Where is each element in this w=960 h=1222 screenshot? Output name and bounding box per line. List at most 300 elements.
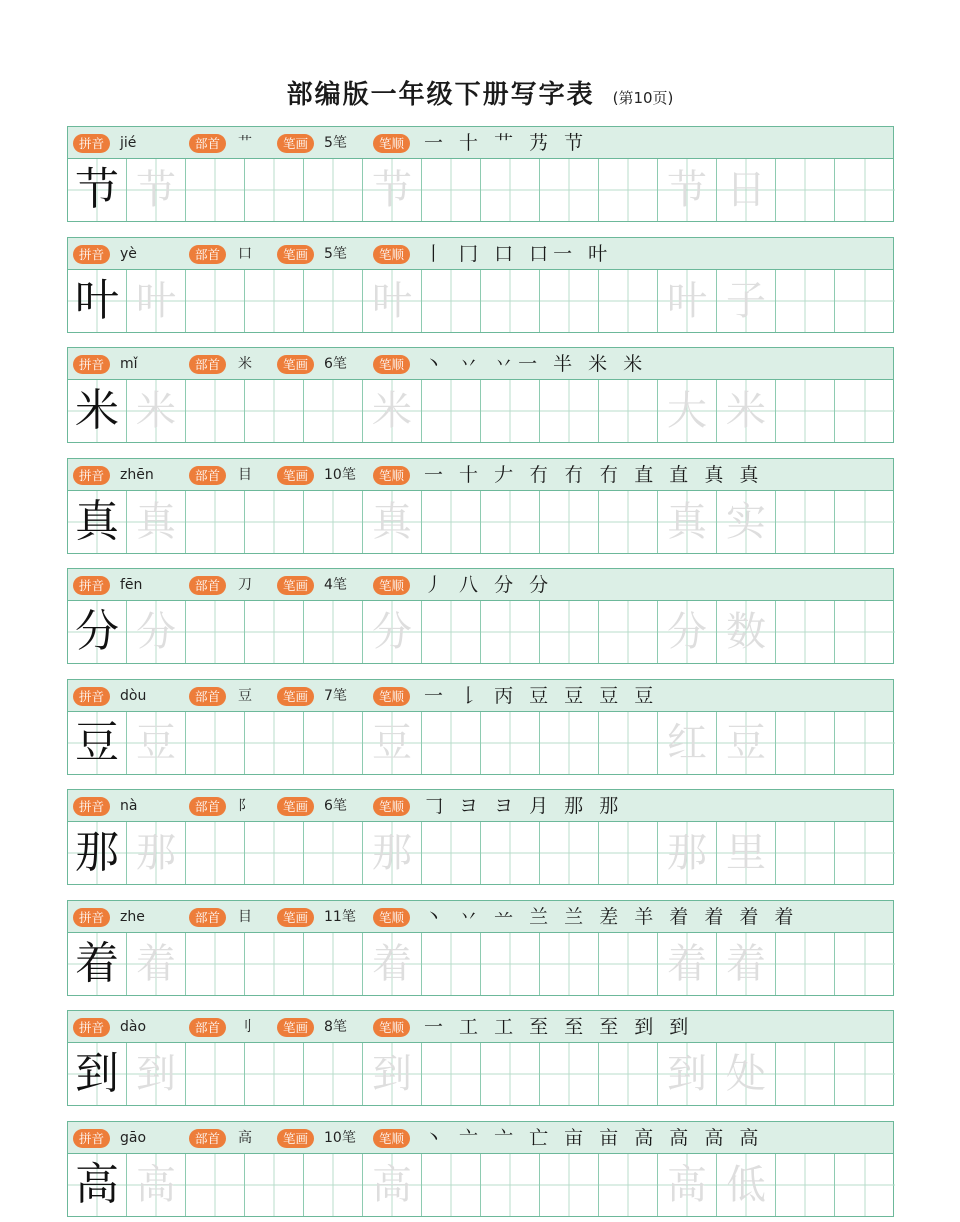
practice-cell: [835, 601, 895, 663]
practice-cell: [835, 491, 895, 553]
practice-cell: [835, 712, 895, 774]
character-entry: [67, 679, 894, 775]
trace-word-cell: [658, 601, 717, 663]
character-table: [67, 126, 894, 1222]
practice-cell: [304, 491, 363, 553]
practice-cell: [540, 1154, 599, 1216]
trace-word-cell: [658, 491, 717, 553]
practice-cell: [481, 1043, 540, 1105]
radical-tag: 部首: [189, 245, 226, 264]
practice-cell: [481, 159, 540, 221]
trace-word-cell: [658, 270, 717, 332]
entry-info-row: [68, 1122, 893, 1154]
trace-word-cell: [658, 380, 717, 442]
practice-cell: [245, 1043, 304, 1105]
practice-cell: [835, 270, 895, 332]
practice-cell: [186, 933, 245, 995]
practice-cell: [422, 712, 481, 774]
practice-cell: [481, 270, 540, 332]
practice-cell: [776, 933, 835, 995]
model-character: 到: [75, 1048, 119, 1099]
pinyin-value: zhēn: [120, 466, 154, 483]
practice-cell: [245, 159, 304, 221]
trace-word-cell: [717, 712, 776, 774]
model-character: 米: [75, 385, 119, 436]
practice-cell: [245, 822, 304, 884]
trace-character: 那: [136, 830, 176, 876]
strokes-tag: 笔画: [277, 1018, 314, 1037]
strokes-value: 8笔: [324, 1019, 347, 1035]
strokes-value: 6笔: [324, 356, 347, 372]
practice-cell: [599, 491, 658, 553]
stroke-order-sequence: 一 𠄌 丙 豆 豆 豆 豆: [424, 684, 659, 707]
stroke-order-sequence: 丶 丷 䒑 兰 兰 差 羊 着 着 着 着: [424, 905, 799, 928]
trace-word-cell: [658, 712, 717, 774]
trace-character-cell: [127, 1154, 186, 1216]
trace-character-cell: [127, 933, 186, 995]
practice-cell: [481, 712, 540, 774]
trace-character: 真: [372, 498, 412, 545]
entry-info-row: [68, 459, 893, 491]
pinyin-value: zhe: [120, 908, 145, 925]
character-entry: [67, 1010, 894, 1106]
model-character: 高: [75, 1158, 119, 1210]
radical-value: 刀: [238, 577, 252, 593]
writing-grid: [68, 270, 893, 332]
stroke-order-sequence: 丶 丷 丷一 半 米 米: [424, 353, 648, 375]
stroke-order-tag: 笔顺: [373, 1018, 410, 1037]
practice-cell: [776, 601, 835, 663]
practice-cell: [540, 1043, 599, 1105]
pinyin-tag: 拼音: [73, 466, 110, 485]
writing-grid: [68, 601, 893, 663]
radical-value: 艹: [238, 135, 252, 151]
trace-character: 日: [726, 167, 766, 213]
practice-cell: [422, 1043, 481, 1105]
trace-character: 到: [667, 1051, 707, 1097]
radical-value: 刂: [238, 1019, 252, 1035]
writing-grid: [68, 491, 893, 553]
writing-grid: [68, 380, 893, 442]
trace-word-cell: [717, 601, 776, 663]
practice-cell: [422, 1154, 481, 1216]
trace-character: 分: [667, 609, 707, 655]
trace-character: 数: [726, 609, 766, 655]
model-character-cell: [68, 270, 127, 332]
radical-tag: 部首: [189, 1018, 226, 1037]
trace-character: 子: [726, 277, 766, 324]
practice-cell: [186, 270, 245, 332]
strokes-value: 5笔: [324, 135, 347, 151]
practice-cell: [304, 1154, 363, 1216]
writing-grid: [68, 712, 893, 774]
practice-cell: [599, 933, 658, 995]
practice-cell: [835, 1043, 895, 1105]
stroke-order-tag: 笔顺: [373, 134, 410, 153]
practice-cell: [835, 933, 895, 995]
trace-character: 大: [667, 388, 707, 434]
model-character-cell: [68, 601, 127, 663]
trace-character: 着: [136, 940, 176, 987]
practice-cell: [835, 380, 895, 442]
character-entry: [67, 568, 894, 664]
trace-word-cell: [658, 1154, 717, 1216]
trace-character: 叶: [136, 277, 176, 324]
radical-value: 豆: [238, 687, 252, 704]
character-entry: [67, 458, 894, 554]
practice-cell: [304, 712, 363, 774]
trace-word-cell: [717, 380, 776, 442]
practice-cell: [245, 1154, 304, 1216]
model-character-cell: [68, 712, 127, 774]
trace-character: 实: [726, 498, 766, 545]
practice-cell: [835, 822, 895, 884]
stroke-order-tag: 笔顺: [373, 908, 410, 927]
practice-cell: [422, 270, 481, 332]
trace-character: 高: [136, 1161, 176, 1208]
practice-cell: [599, 1154, 658, 1216]
strokes-tag: 笔画: [277, 797, 314, 816]
stroke-order-sequence: 一 十 𠂇 冇 冇 冇 直 直 真 真: [424, 463, 764, 486]
entry-info-row: [68, 680, 893, 712]
practice-cell: [599, 712, 658, 774]
character-entry: [67, 900, 894, 996]
practice-cell: [422, 159, 481, 221]
practice-cell: [599, 822, 658, 884]
model-character-cell: [68, 491, 127, 553]
trace-character-cell: [127, 380, 186, 442]
trace-character: 高: [667, 1161, 707, 1208]
writing-grid: [68, 159, 893, 221]
model-character: 那: [75, 827, 119, 878]
stroke-order-tag: 笔顺: [373, 1129, 410, 1148]
stroke-order-sequence: 丶 亠 亠 亡 亩 亩 高 高 高 高: [424, 1126, 764, 1149]
model-character-cell: [68, 1043, 127, 1105]
trace-character: 里: [726, 830, 766, 876]
practice-cell: [776, 712, 835, 774]
stroke-order-sequence: 丨 冂 口 口一 叶: [424, 242, 613, 265]
pinyin-tag: 拼音: [73, 908, 110, 927]
practice-cell: [245, 380, 304, 442]
trace-character: 高: [372, 1161, 412, 1208]
practice-cell: [599, 601, 658, 663]
stroke-order-tag: 笔顺: [373, 466, 410, 485]
practice-cell: [599, 1043, 658, 1105]
writing-grid: [68, 1154, 893, 1216]
practice-cell: [776, 1154, 835, 1216]
trace-character: 叶: [372, 277, 412, 324]
practice-cell: [481, 491, 540, 553]
entry-info-row: [68, 901, 893, 933]
model-character-cell: [68, 933, 127, 995]
practice-cell: [599, 159, 658, 221]
trace-character: 米: [372, 388, 412, 434]
practice-cell: [422, 933, 481, 995]
stroke-order-tag: 笔顺: [373, 245, 410, 264]
practice-cell: [304, 159, 363, 221]
model-character-cell: [68, 1154, 127, 1216]
radical-tag: 部首: [189, 134, 226, 153]
trace-character-cell: [363, 601, 422, 663]
practice-cell: [245, 712, 304, 774]
strokes-tag: 笔画: [277, 134, 314, 153]
page-header: [0, 74, 960, 114]
trace-character-cell: [363, 712, 422, 774]
practice-cell: [776, 1043, 835, 1105]
trace-character: 着: [372, 940, 412, 987]
practice-cell: [540, 380, 599, 442]
radical-value: 目: [238, 908, 252, 925]
model-character: 真: [75, 495, 119, 547]
practice-cell: [186, 712, 245, 774]
trace-character: 豆: [372, 719, 412, 766]
trace-word-cell: [658, 1043, 717, 1105]
practice-cell: [540, 933, 599, 995]
writing-grid: [68, 822, 893, 884]
trace-character-cell: [127, 270, 186, 332]
practice-cell: [481, 822, 540, 884]
pinyin-value: mǐ: [120, 356, 138, 372]
trace-character: 到: [372, 1051, 412, 1097]
pinyin-value: jié: [120, 135, 137, 151]
pinyin-value: dòu: [120, 687, 147, 704]
trace-character-cell: [363, 270, 422, 332]
entry-info-row: [68, 790, 893, 822]
character-entry: [67, 126, 894, 222]
practice-cell: [304, 1043, 363, 1105]
pinyin-tag: 拼音: [73, 245, 110, 264]
practice-cell: [245, 933, 304, 995]
model-character: 着: [75, 937, 119, 989]
radical-tag: 部首: [189, 797, 226, 816]
stroke-order-tag: 笔顺: [373, 355, 410, 374]
radical-value: 阝: [238, 798, 252, 814]
pinyin-value: yè: [120, 245, 137, 262]
trace-character: 处: [726, 1051, 766, 1097]
trace-character-cell: [363, 1043, 422, 1105]
radical-tag: 部首: [189, 687, 226, 706]
trace-character: 分: [136, 609, 176, 655]
pinyin-tag: 拼音: [73, 1018, 110, 1037]
writing-grid: [68, 933, 893, 995]
model-character-cell: [68, 380, 127, 442]
practice-cell: [835, 159, 895, 221]
trace-character-cell: [363, 1154, 422, 1216]
strokes-value: 5笔: [324, 245, 347, 262]
trace-word-cell: [658, 822, 717, 884]
trace-character: 分: [372, 609, 412, 655]
radical-value: 高: [238, 1129, 252, 1146]
writing-grid: [68, 1043, 893, 1105]
trace-character: 节: [372, 167, 412, 213]
practice-cell: [304, 380, 363, 442]
practice-cell: [245, 491, 304, 553]
entry-info-row: [68, 238, 893, 270]
practice-cell: [540, 822, 599, 884]
trace-character-cell: [127, 712, 186, 774]
stroke-order-tag: 笔顺: [373, 687, 410, 706]
trace-character: 真: [667, 498, 707, 545]
radical-tag: 部首: [189, 908, 226, 927]
practice-cell: [186, 601, 245, 663]
strokes-value: 10笔: [324, 466, 356, 483]
trace-character-cell: [363, 159, 422, 221]
strokes-tag: 笔画: [277, 355, 314, 374]
radical-value: 口: [238, 245, 252, 262]
practice-cell: [186, 159, 245, 221]
practice-cell: [422, 380, 481, 442]
pinyin-tag: 拼音: [73, 687, 110, 706]
stroke-order-sequence: 一 工 工 至 至 至 到 到: [424, 1016, 694, 1038]
stroke-order-sequence: 𠃌 ヨ ヨ 月 那 那: [424, 795, 624, 817]
practice-cell: [186, 491, 245, 553]
trace-character: 米: [726, 388, 766, 434]
practice-cell: [186, 822, 245, 884]
trace-character: 那: [372, 830, 412, 876]
trace-character: 节: [667, 167, 707, 213]
practice-cell: [304, 822, 363, 884]
strokes-value: 11笔: [324, 908, 356, 925]
trace-character: 那: [667, 830, 707, 876]
practice-cell: [481, 380, 540, 442]
trace-character-cell: [127, 1043, 186, 1105]
entry-info-row: [68, 348, 893, 380]
pinyin-value: dào: [120, 1019, 147, 1035]
practice-cell: [422, 491, 481, 553]
trace-character-cell: [363, 822, 422, 884]
practice-cell: [835, 1154, 895, 1216]
practice-cell: [481, 933, 540, 995]
stroke-order-tag: 笔顺: [373, 797, 410, 816]
character-entry: [67, 1121, 894, 1217]
strokes-value: 4笔: [324, 577, 347, 593]
trace-word-cell: [717, 491, 776, 553]
radical-value: 目: [238, 466, 252, 483]
practice-cell: [422, 601, 481, 663]
pinyin-tag: 拼音: [73, 355, 110, 374]
practice-cell: [481, 1154, 540, 1216]
stroke-order-sequence: 丿 八 分 分: [424, 574, 554, 596]
entry-info-row: [68, 1011, 893, 1043]
model-character: 叶: [75, 274, 119, 326]
trace-character-cell: [363, 491, 422, 553]
radical-tag: 部首: [189, 355, 226, 374]
strokes-tag: 笔画: [277, 576, 314, 595]
trace-word-cell: [658, 933, 717, 995]
trace-character: 红: [667, 719, 707, 766]
model-character-cell: [68, 822, 127, 884]
strokes-tag: 笔画: [277, 687, 314, 706]
model-character: 豆: [75, 716, 119, 768]
trace-word-cell: [658, 159, 717, 221]
practice-cell: [304, 270, 363, 332]
practice-cell: [304, 933, 363, 995]
pinyin-value: nà: [120, 798, 138, 814]
practice-cell: [776, 159, 835, 221]
strokes-value: 6笔: [324, 798, 347, 814]
trace-character: 米: [136, 388, 176, 434]
character-entry: [67, 347, 894, 443]
pinyin-tag: 拼音: [73, 576, 110, 595]
pinyin-tag: 拼音: [73, 134, 110, 153]
entry-info-row: [68, 127, 893, 159]
practice-cell: [422, 822, 481, 884]
trace-word-cell: [717, 1154, 776, 1216]
practice-cell: [776, 270, 835, 332]
practice-cell: [540, 270, 599, 332]
trace-character-cell: [127, 601, 186, 663]
strokes-tag: 笔画: [277, 466, 314, 485]
strokes-value: 7笔: [324, 687, 347, 704]
radical-tag: 部首: [189, 466, 226, 485]
pinyin-value: fēn: [120, 577, 143, 593]
model-character-cell: [68, 159, 127, 221]
stroke-order-tag: 笔顺: [373, 576, 410, 595]
stroke-order-sequence: 一 十 艹 艿 节: [424, 132, 589, 154]
page-title: 部编版一年级下册写字表: [286, 80, 595, 110]
practice-cell: [776, 822, 835, 884]
practice-cell: [540, 601, 599, 663]
strokes-tag: 笔画: [277, 908, 314, 927]
trace-word-cell: [717, 159, 776, 221]
trace-character: 着: [726, 940, 766, 987]
pinyin-tag: 拼音: [73, 1129, 110, 1148]
model-character: 分: [75, 606, 119, 657]
trace-character: 叶: [667, 277, 707, 324]
trace-word-cell: [717, 1043, 776, 1105]
strokes-tag: 笔画: [277, 1129, 314, 1148]
practice-cell: [776, 380, 835, 442]
trace-character-cell: [127, 159, 186, 221]
practice-cell: [540, 159, 599, 221]
trace-character-cell: [127, 491, 186, 553]
practice-cell: [540, 712, 599, 774]
practice-cell: [186, 380, 245, 442]
trace-character-cell: [363, 380, 422, 442]
trace-character: 到: [136, 1051, 176, 1097]
practice-cell: [540, 491, 599, 553]
practice-cell: [481, 601, 540, 663]
radical-tag: 部首: [189, 1129, 226, 1148]
page-number: (第10页): [612, 89, 674, 107]
practice-cell: [599, 270, 658, 332]
model-character: 节: [75, 164, 119, 215]
trace-word-cell: [717, 933, 776, 995]
trace-word-cell: [717, 822, 776, 884]
trace-character: 豆: [136, 719, 176, 766]
practice-cell: [776, 491, 835, 553]
practice-cell: [599, 380, 658, 442]
strokes-tag: 笔画: [277, 245, 314, 264]
trace-character: 真: [136, 498, 176, 545]
radical-value: 米: [238, 356, 252, 372]
trace-character: 豆: [726, 719, 766, 766]
trace-character: 着: [667, 940, 707, 987]
trace-character-cell: [127, 822, 186, 884]
trace-character: 节: [136, 167, 176, 213]
practice-cell: [245, 270, 304, 332]
trace-character-cell: [363, 933, 422, 995]
character-entry: [67, 789, 894, 885]
radical-tag: 部首: [189, 576, 226, 595]
practice-cell: [186, 1154, 245, 1216]
practice-cell: [186, 1043, 245, 1105]
pinyin-value: gāo: [120, 1129, 147, 1146]
pinyin-tag: 拼音: [73, 797, 110, 816]
practice-cell: [245, 601, 304, 663]
entry-info-row: [68, 569, 893, 601]
character-entry: [67, 237, 894, 333]
